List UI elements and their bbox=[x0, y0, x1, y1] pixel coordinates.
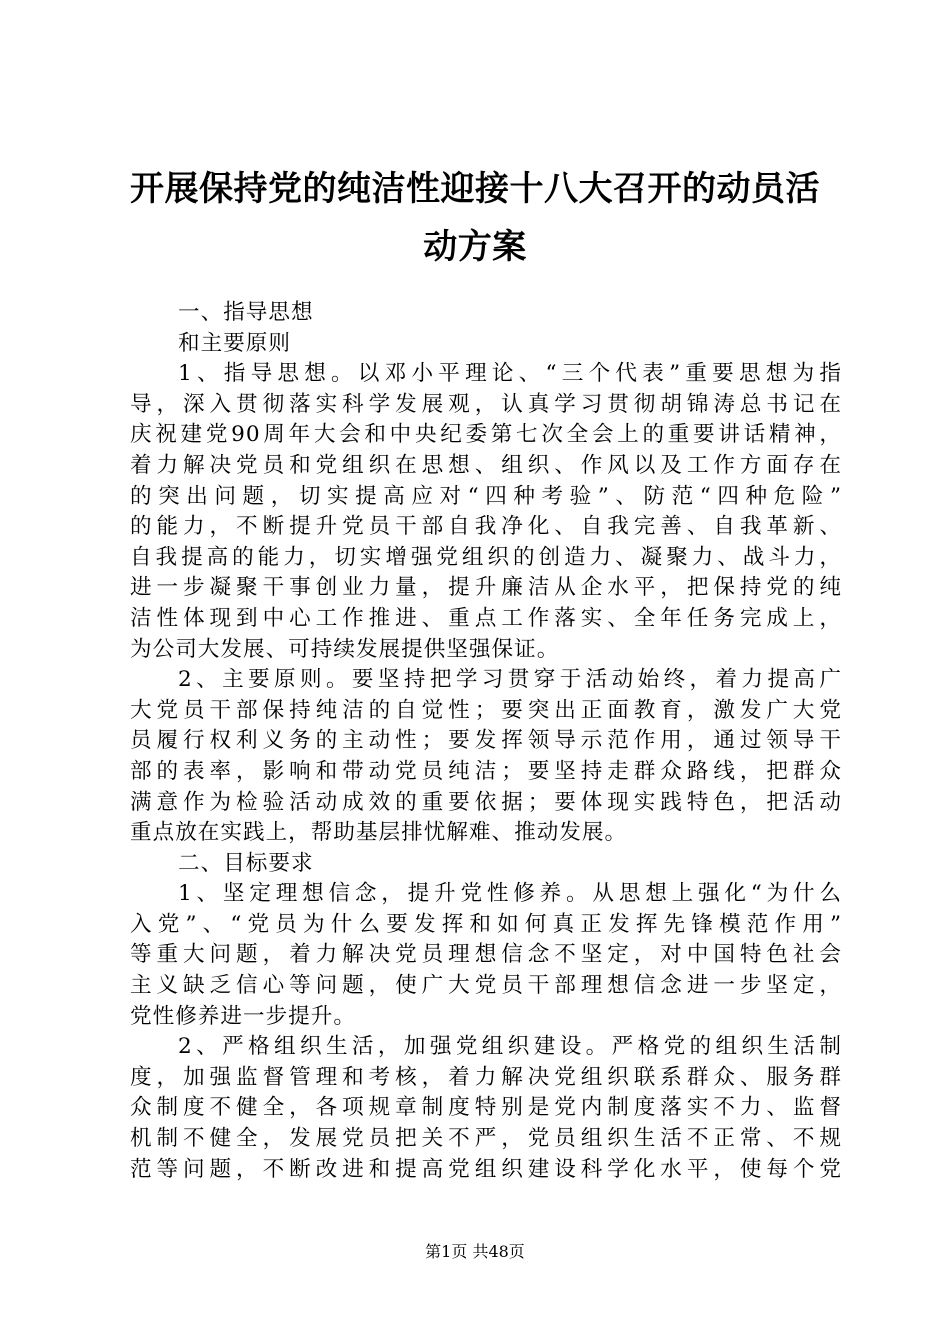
body-line: 的突出问题，切实提高应对“四种考验”、防范“四种危险” bbox=[130, 483, 842, 509]
body-line: 度，加强监督管理和考核，着力解决党组织联系群众、服务群 bbox=[130, 1064, 842, 1090]
body-line: 庆祝建党90周年大会和中央纪委第七次全会上的重要讲话精神， bbox=[130, 422, 842, 448]
body-line: 等重大问题，着力解决党员理想信念不坚定，对中国特色社会 bbox=[130, 942, 842, 968]
body-line: 众制度不健全，各项规章制度特别是党内制度落实不力、监督 bbox=[130, 1095, 842, 1121]
body-line: 重点放在实践上，帮助基层排忧解难、推动发展。 bbox=[130, 820, 628, 846]
body-line: 部的表率，影响和带动党员纯洁；要坚持走群众路线，把群众 bbox=[130, 758, 842, 784]
body-line: 主义缺乏信心等问题，使广大党员干部理想信念进一步坚定， bbox=[130, 973, 842, 999]
body-line: 进一步凝聚干事创业力量，提升廉洁从企水平，把保持党的纯 bbox=[130, 575, 842, 601]
body-line: 员履行权利义务的主动性；要发挥领导示范作用，通过领导干 bbox=[130, 728, 842, 754]
document-body bbox=[130, 298, 842, 1185]
body-line: 1、指导思想。以邓小平理论、“三个代表”重要思想为指 bbox=[178, 361, 842, 387]
body-line: 自我提高的能力，切实增强党组织的创造力、凝聚力、战斗力， bbox=[130, 544, 842, 570]
body-line: 范等问题，不断改进和提高党组织建设科学化水平，使每个党 bbox=[130, 1156, 842, 1182]
document-title bbox=[110, 160, 840, 276]
title-line-2: 动方案 bbox=[423, 227, 527, 267]
body-line: 二、目标要求 bbox=[178, 850, 314, 876]
page-footer: 第1页 共48页 bbox=[425, 1242, 525, 1261]
body-line: 1、坚定理想信念，提升党性修养。从思想上强化“为什么 bbox=[178, 881, 842, 907]
body-line: 大党员干部保持纯洁的自觉性；要突出正面教育，激发广大党 bbox=[130, 697, 842, 723]
body-line: 和主要原则 bbox=[178, 330, 291, 356]
body-line: 机制不健全，发展党员把关不严，党员组织生活不正常、不规 bbox=[130, 1126, 842, 1152]
body-line: 的能力，不断提升党员干部自我净化、自我完善、自我革新、 bbox=[130, 514, 842, 540]
body-line: 洁性体现到中心工作推进、重点工作落实、全年任务完成上， bbox=[130, 605, 842, 631]
body-line: 满意作为检验活动成效的重要依据；要体现实践特色，把活动 bbox=[130, 789, 842, 815]
body-line: 导，深入贯彻落实科学发展观，认真学习贯彻胡锦涛总书记在 bbox=[130, 391, 842, 417]
title-line-1: 开展保持党的纯洁性迎接十八大召开的动员活 bbox=[130, 169, 820, 209]
body-line: 2、严格组织生活，加强党组织建设。严格党的组织生活制 bbox=[178, 1034, 842, 1060]
body-line: 为公司大发展、可持续发展提供坚强保证。 bbox=[130, 636, 560, 662]
body-line: 党性修养进一步提升。 bbox=[130, 1003, 356, 1029]
body-line: 着力解决党员和党组织在思想、组织、作风以及工作方面存在 bbox=[130, 452, 842, 478]
body-line: 入党”、“党员为什么要发挥和如何真正发挥先锋模范作用” bbox=[130, 911, 842, 937]
body-line: 一、指导思想 bbox=[178, 300, 314, 325]
body-line: 2、主要原则。要坚持把学习贯穿于活动始终，着力提高广 bbox=[178, 667, 842, 693]
